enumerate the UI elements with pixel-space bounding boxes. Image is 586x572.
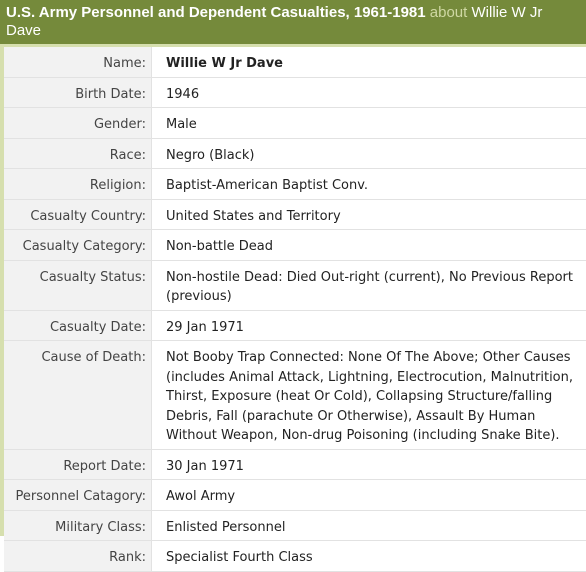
name-label: Name: bbox=[4, 47, 152, 77]
casualty-date-value: 29 Jan 1971 bbox=[152, 310, 586, 341]
rank-label: Rank: bbox=[4, 541, 152, 572]
report-date-label: Report Date: bbox=[4, 449, 152, 480]
birth-date-label: Birth Date: bbox=[4, 77, 152, 108]
record-row-casualty-country bbox=[4, 199, 586, 230]
casualty-category-value: Non-battle Dead bbox=[152, 230, 586, 261]
record-row-rank bbox=[4, 541, 586, 572]
record-row-religion bbox=[4, 169, 586, 200]
personnel-category-label: Personnel Catagory: bbox=[4, 480, 152, 511]
cause-of-death-label: Cause of Death: bbox=[4, 341, 152, 450]
military-class-value: Enlisted Personnel bbox=[152, 510, 586, 541]
record-header bbox=[0, 0, 586, 44]
name-value: Willie W Jr Dave bbox=[152, 47, 586, 77]
record-row-casualty-date bbox=[4, 310, 586, 341]
record-row-personnel-category bbox=[4, 480, 586, 511]
record-details-table bbox=[4, 47, 586, 572]
person-name-link[interactable]: Willie W Jr Dave bbox=[6, 4, 542, 39]
gender-label: Gender: bbox=[4, 108, 152, 139]
report-date-value: 30 Jan 1971 bbox=[152, 449, 586, 480]
race-value: Negro (Black) bbox=[152, 138, 586, 169]
cause-of-death-value: Not Booby Trap Connected: None Of The Above; Other Causes (includes Animal Attack, Lightning, Electrocution, Malnutrition, Thirst, Exposure (heat Or Cold), Collapsing Structure/falling Debris, Fall (parachute Or Otherwise), Assault By Human Without Weapon, Non-drug Poisoning (including Snake Bite). bbox=[152, 341, 586, 450]
record-row-gender bbox=[4, 108, 586, 139]
record-row-race bbox=[4, 138, 586, 169]
about-label: about bbox=[430, 4, 468, 21]
casualty-date-label: Casualty Date: bbox=[4, 310, 152, 341]
record-row-birth-date bbox=[4, 77, 586, 108]
casualty-status-value: Non-hostile Dead: Died Out-right (current), No Previous Report (previous) bbox=[152, 260, 586, 310]
religion-value: Baptist-American Baptist Conv. bbox=[152, 169, 586, 200]
record-row-casualty-status bbox=[4, 260, 586, 310]
collection-title: U.S. Army Personnel and Dependent Casualties, 1961-1981 bbox=[6, 4, 426, 21]
record-frame bbox=[0, 44, 586, 536]
religion-label: Religion: bbox=[4, 169, 152, 200]
casualty-country-label: Casualty Country: bbox=[4, 199, 152, 230]
record-row-name bbox=[4, 47, 586, 77]
personnel-category-value: Awol Army bbox=[152, 480, 586, 511]
casualty-status-label: Casualty Status: bbox=[4, 260, 152, 310]
birth-date-value: 1946 bbox=[152, 77, 586, 108]
record-row-report-date bbox=[4, 449, 586, 480]
record-row-casualty-category bbox=[4, 230, 586, 261]
casualty-category-label: Casualty Category: bbox=[4, 230, 152, 261]
race-label: Race: bbox=[4, 138, 152, 169]
gender-value: Male bbox=[152, 108, 586, 139]
rank-value: Specialist Fourth Class bbox=[152, 541, 586, 572]
casualty-country-value: United States and Territory bbox=[152, 199, 586, 230]
record-row-cause-of-death bbox=[4, 341, 586, 450]
military-class-label: Military Class: bbox=[4, 510, 152, 541]
